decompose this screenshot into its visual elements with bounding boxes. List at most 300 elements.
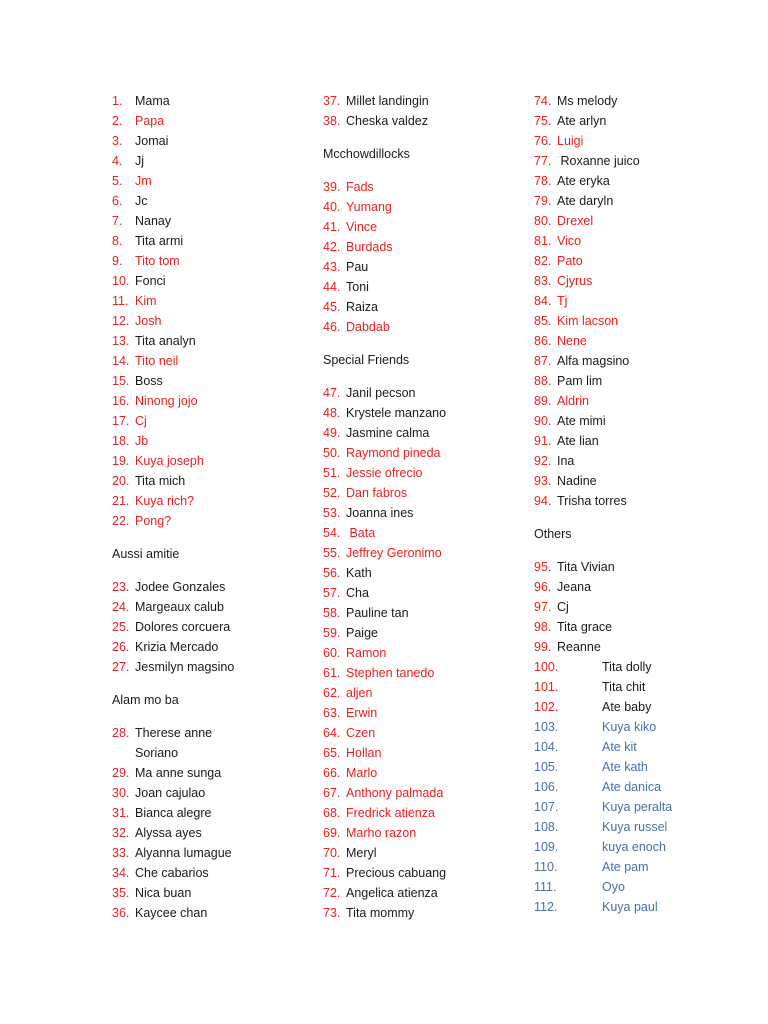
list-item-number: 61.: [323, 666, 341, 680]
list-item-number: 35.: [112, 886, 130, 900]
list-item-name: Ninong jojo: [135, 394, 198, 408]
list-item-name: Kuya kiko: [602, 720, 657, 734]
list-item-number: 103.: [534, 720, 559, 734]
list-item-number: 97.: [534, 600, 552, 614]
list-item: [534, 797, 754, 817]
list-item-name: Paige: [346, 626, 378, 640]
list-item-name: Ate baby: [602, 700, 652, 714]
list-item-name: Ate kit: [602, 740, 637, 754]
list-item: [323, 277, 528, 297]
list-item-name: Cjyrus: [557, 274, 593, 288]
list-item-number: 111.: [534, 880, 557, 894]
list-item: [534, 677, 754, 697]
list-item: [112, 91, 312, 111]
list-item-number: 87.: [534, 354, 552, 368]
list-item: [323, 603, 528, 623]
list-item-number: 95.: [534, 560, 552, 574]
list-item: [323, 237, 528, 257]
list-item-name: Janil pecson: [346, 386, 416, 400]
list-item: [323, 483, 528, 503]
list-item-number: 67.: [323, 786, 341, 800]
list-item-number: 50.: [323, 446, 341, 460]
list-item-name: Pau: [346, 260, 369, 274]
list-item-name: Oyo: [602, 880, 625, 894]
list-item-number: 76.: [534, 134, 552, 148]
list-item-name: Nadine: [557, 474, 597, 488]
list-item-number: 62.: [323, 686, 341, 700]
list-item: [534, 817, 754, 837]
list-item-number: 60.: [323, 646, 341, 660]
list-item-name: Ina: [557, 454, 575, 468]
list-item: [112, 351, 312, 371]
list-item-name: Fredrick atienza: [346, 806, 435, 820]
list-item: [534, 271, 754, 291]
list-item-name: Stephen tanedo: [346, 666, 435, 680]
list-item: [534, 857, 754, 877]
list-item-number: 101.: [534, 680, 559, 694]
list-item-name: Mama: [135, 94, 170, 108]
list-item-number: 18.: [112, 434, 130, 448]
list-item-number: 57.: [323, 586, 341, 600]
list-item-number: 5.: [112, 174, 123, 188]
list-item: [323, 297, 528, 317]
list-item-name: Jb: [135, 434, 149, 448]
list-item-name: Tito tom: [135, 254, 180, 268]
list-item: [534, 371, 754, 391]
list-item: [112, 723, 312, 743]
list-item: [323, 903, 528, 923]
list-item: [323, 177, 528, 197]
list-item-name: Erwin: [346, 706, 378, 720]
list-item-number: 2.: [112, 114, 123, 128]
list-item-name: Che cabarios: [135, 866, 209, 880]
list-item-number: 65.: [323, 746, 341, 760]
list-item: [323, 111, 528, 131]
list-item: [534, 331, 754, 351]
list-item-number: 9.: [112, 254, 123, 268]
list-item-name: Angelica atienza: [346, 886, 438, 900]
list-item: [323, 503, 528, 523]
list-item-name: Jasmine calma: [346, 426, 430, 440]
list-item-name: Dan fabros: [346, 486, 408, 500]
list-item-number: 106.: [534, 780, 559, 794]
list-item-number: 12.: [112, 314, 130, 328]
list-item: [534, 617, 754, 637]
list-item-number: 20.: [112, 474, 130, 488]
list-item: [534, 151, 754, 171]
list-item-number: 42.: [323, 240, 341, 254]
list-item-name: Jeffrey Geronimo: [346, 546, 442, 560]
list-item-name: Therese anne: [135, 726, 213, 740]
list-item: [112, 151, 312, 171]
list-item-name: Ate pam: [602, 860, 649, 874]
list-item-name: Kuya peralta: [602, 800, 673, 814]
list-item: [112, 783, 312, 803]
list-item-name: Tita dolly: [602, 660, 652, 674]
list-item-name: Vico: [557, 234, 582, 248]
list-item-number: 58.: [323, 606, 341, 620]
list-item-name: Czen: [346, 726, 376, 740]
list-item-number: 82.: [534, 254, 552, 268]
list-item: [112, 411, 312, 431]
list-item: [112, 211, 312, 231]
list-item-name: Boss: [135, 374, 163, 388]
list-item: [534, 451, 754, 471]
list-item-number: 45.: [323, 300, 341, 314]
list-item-number: 85.: [534, 314, 552, 328]
list-item-number: 79.: [534, 194, 552, 208]
list-item-name: Kim lacson: [557, 314, 619, 328]
list-item-number: 36.: [112, 906, 130, 920]
list-item-number: 39.: [323, 180, 341, 194]
list-item: [323, 383, 528, 403]
list-item: [534, 657, 754, 677]
list-item-number: 53.: [323, 506, 341, 520]
list-item: [323, 257, 528, 277]
list-item: [323, 863, 528, 883]
list-item-name: Aldrin: [557, 394, 589, 408]
list-item-name: Cheska valdez: [346, 114, 428, 128]
list-item: [112, 371, 312, 391]
list-item-name: Alyssa ayes: [135, 826, 202, 840]
list-item-number: 89.: [534, 394, 552, 408]
list-item-number: 34.: [112, 866, 130, 880]
list-item: [112, 883, 312, 903]
list-item-name: Vince: [346, 220, 378, 234]
list-item: [112, 131, 312, 151]
list-item: [112, 471, 312, 491]
list-item-number: 80.: [534, 214, 552, 228]
list-item-number: 59.: [323, 626, 341, 640]
list-item: [534, 111, 754, 131]
list-item-name: Krystele manzano: [346, 406, 447, 420]
list-item-number: 81.: [534, 234, 552, 248]
list-item-name: Pong?: [135, 514, 172, 528]
list-item-name: Margeaux calub: [135, 600, 224, 614]
list-item: [112, 171, 312, 191]
list-item: [323, 91, 528, 111]
list-item-name: Dolores corcuera: [135, 620, 231, 634]
list-item: [323, 723, 528, 743]
list-item-name: Pam lim: [557, 374, 603, 388]
list-item-name: Raiza: [346, 300, 378, 314]
list-item-name: Tita Vivian: [557, 560, 615, 574]
list-item-name: Tita mommy: [346, 906, 415, 920]
list-item-name: Ms melody: [557, 94, 618, 108]
list-item-number: 24.: [112, 600, 130, 614]
list-item-number: 66.: [323, 766, 341, 780]
list-item-number: 43.: [323, 260, 341, 274]
list-item: [323, 403, 528, 423]
list-item: [534, 471, 754, 491]
list-item-number: 83.: [534, 274, 552, 288]
list-item: [323, 823, 528, 843]
list-item-number: 8.: [112, 234, 123, 248]
list-item: [323, 423, 528, 443]
list-item-number: 27.: [112, 660, 130, 674]
list-item: [112, 577, 312, 597]
list-item-name: Josh: [135, 314, 162, 328]
list-item-name: Tito neil: [135, 354, 179, 368]
list-item-number: 108.: [534, 820, 559, 834]
list-item: [534, 391, 754, 411]
list-item: [534, 557, 754, 577]
list-item-name: Bianca alegre: [135, 806, 212, 820]
list-item-number: 25.: [112, 620, 130, 634]
list-item-number: 21.: [112, 494, 130, 508]
list-item-name: Tj: [557, 294, 568, 308]
list-item-name: Papa: [135, 114, 165, 128]
list-item: [534, 717, 754, 737]
list-item-name: Ramon: [346, 646, 387, 660]
list-item-name: Kuya russel: [602, 820, 668, 834]
list-item: [534, 837, 754, 857]
list-item-name: Tita analyn: [135, 334, 196, 348]
list-item-number: 64.: [323, 726, 341, 740]
list-item-number: 47.: [323, 386, 341, 400]
list-item-number: 16.: [112, 394, 130, 408]
list-item-name: Alyanna lumague: [135, 846, 232, 860]
list-item-name: Jomai: [135, 134, 169, 148]
list-item: [534, 311, 754, 331]
list-item-number: 23.: [112, 580, 130, 594]
list-item: [112, 843, 312, 863]
list-item: [112, 291, 312, 311]
list-item: [323, 543, 528, 563]
list-item-name: Millet landingin: [346, 94, 429, 108]
list-item-name: Kaycee chan: [135, 906, 208, 920]
list-item-name: Jj: [135, 154, 145, 168]
list-item-number: 41.: [323, 220, 341, 234]
list-item-name: Fads: [346, 180, 374, 194]
list-item-number: 72.: [323, 886, 341, 900]
list-item: [534, 191, 754, 211]
list-item-number: 90.: [534, 414, 552, 428]
list-item-name: Ate mimi: [557, 414, 606, 428]
list-item-number: 110.: [534, 860, 558, 874]
list-item: [112, 743, 312, 763]
list-item-number: 52.: [323, 486, 341, 500]
list-item: [323, 783, 528, 803]
list-item: [534, 737, 754, 757]
list-item-number: 54.: [323, 526, 341, 540]
list-item-name: Yumang: [346, 200, 392, 214]
list-item: [112, 637, 312, 657]
list-item: [534, 231, 754, 251]
list-item-name: Reanne: [557, 640, 601, 654]
list-item-number: 88.: [534, 374, 552, 388]
list-item-number: 112.: [534, 900, 558, 914]
list-item-number: 94.: [534, 494, 552, 508]
list-item: [112, 491, 312, 511]
list-item-name: Anthony palmada: [346, 786, 444, 800]
list-item-number: 56.: [323, 566, 341, 580]
list-item-number: 38.: [323, 114, 341, 128]
list-item: [112, 331, 312, 351]
list-item-number: 107.: [534, 800, 559, 814]
list-item-name: Luigi: [557, 134, 584, 148]
list-item-name: Ma anne sunga: [135, 766, 222, 780]
list-item: [112, 763, 312, 783]
list-item: [323, 763, 528, 783]
list-item: [112, 231, 312, 251]
list-item-number: 49.: [323, 426, 341, 440]
list-item: [112, 657, 312, 677]
section-heading: Mcchowdillocks: [323, 147, 410, 161]
list-item-name: Jessie ofrecio: [346, 466, 423, 480]
list-item: [534, 291, 754, 311]
list-item: [323, 623, 528, 643]
list-item: [534, 597, 754, 617]
list-item-name: Meryl: [346, 846, 377, 860]
list-item-name: Tita mich: [135, 474, 186, 488]
list-item-name: Pauline tan: [346, 606, 409, 620]
list-item: [323, 583, 528, 603]
list-item-name: Tita grace: [557, 620, 613, 634]
list-item-number: 93.: [534, 474, 552, 488]
list-item-name: Ate danica: [602, 780, 662, 794]
list-item-number: 77.: [534, 154, 552, 168]
list-item: [534, 431, 754, 451]
list-item-number: 70.: [323, 846, 341, 860]
list-item-number: 33.: [112, 846, 130, 860]
list-item-name: Fonci: [135, 274, 166, 288]
list-item-name: Raymond pineda: [346, 446, 441, 460]
list-column-3: [534, 91, 754, 917]
list-item-name: Kuya paul: [602, 900, 658, 914]
list-item-name: Nica buan: [135, 886, 192, 900]
list-item: [323, 803, 528, 823]
list-item: [323, 843, 528, 863]
list-item: [534, 251, 754, 271]
list-item-name: Hollan: [346, 746, 382, 760]
list-item-name: Soriano: [135, 746, 179, 760]
list-item: [534, 637, 754, 657]
list-item: [112, 903, 312, 923]
list-item: [534, 757, 754, 777]
list-item-name: Jm: [135, 174, 152, 188]
list-item-number: 71.: [323, 866, 341, 880]
list-item: [323, 683, 528, 703]
list-item-name: aljen: [346, 686, 373, 700]
list-item-name: Jc: [135, 194, 148, 208]
list-item-number: 105.: [534, 760, 559, 774]
section-heading: Alam mo ba: [112, 693, 179, 707]
list-item-name: Trisha torres: [557, 494, 627, 508]
list-item-name: Precious cabuang: [346, 866, 447, 880]
list-item: [112, 617, 312, 637]
list-item-name: Kuya joseph: [135, 454, 204, 468]
list-item-number: 78.: [534, 174, 552, 188]
list-item: [534, 577, 754, 597]
list-item-number: 69.: [323, 826, 341, 840]
list-item-name: Ate kath: [602, 760, 648, 774]
list-item-name: Jodee Gonzales: [135, 580, 226, 594]
list-item-name: Marho razon: [346, 826, 417, 840]
list-item: [323, 663, 528, 683]
list-item-number: 11.: [112, 294, 129, 308]
list-item: [534, 211, 754, 231]
list-item-number: 51.: [323, 466, 341, 480]
list-item-number: 73.: [323, 906, 341, 920]
list-item: [323, 743, 528, 763]
list-column-2: [323, 91, 528, 923]
list-item: [112, 803, 312, 823]
list-item-name: Ate daryln: [557, 194, 614, 208]
list-item: [323, 643, 528, 663]
list-item: [323, 883, 528, 903]
list-item: [112, 251, 312, 271]
list-item-number: 4.: [112, 154, 123, 168]
list-item-number: 63.: [323, 706, 341, 720]
list-item: [534, 171, 754, 191]
list-item-name: Pato: [557, 254, 583, 268]
list-item-number: 46.: [323, 320, 341, 334]
list-item: [534, 877, 754, 897]
list-item-number: 29.: [112, 766, 130, 780]
list-item: [112, 431, 312, 451]
list-item-name: Tita armi: [135, 234, 184, 248]
list-item: [323, 703, 528, 723]
list-item: [534, 411, 754, 431]
list-item-name: Joanna ines: [346, 506, 414, 520]
list-item: [323, 217, 528, 237]
list-item-name: Krizia Mercado: [135, 640, 219, 654]
list-item: [112, 511, 312, 531]
list-item-number: 92.: [534, 454, 552, 468]
list-item: [323, 523, 528, 543]
list-item-name: Alfa magsino: [557, 354, 630, 368]
list-item-number: 14.: [112, 354, 130, 368]
list-item-number: 37.: [323, 94, 341, 108]
list-item-number: 22.: [112, 514, 130, 528]
list-item-number: 31.: [112, 806, 130, 820]
list-item-name: Ate arlyn: [557, 114, 607, 128]
list-item-number: 55.: [323, 546, 341, 560]
list-item: [323, 317, 528, 337]
list-item-number: 84.: [534, 294, 552, 308]
list-item-number: 6.: [112, 194, 123, 208]
list-item-name: Marlo: [346, 766, 378, 780]
list-item-name: Kim: [135, 294, 157, 308]
list-item-name: Drexel: [557, 214, 594, 228]
list-item-number: 109.: [534, 840, 559, 854]
list-item: [112, 191, 312, 211]
list-item-number: 99.: [534, 640, 552, 654]
list-item-number: 7.: [112, 214, 123, 228]
list-item: [534, 91, 754, 111]
section-heading: Aussi amitie: [112, 547, 180, 561]
list-column-1: [112, 91, 312, 923]
list-item-number: 13.: [112, 334, 130, 348]
list-item: [112, 451, 312, 471]
list-item-number: 75.: [534, 114, 552, 128]
list-item-name: Ate lian: [557, 434, 599, 448]
list-item-number: 3.: [112, 134, 123, 148]
list-item: [112, 597, 312, 617]
list-item-number: 91.: [534, 434, 552, 448]
list-item-number: 19.: [112, 454, 130, 468]
list-item-number: 48.: [323, 406, 341, 420]
list-item: [112, 391, 312, 411]
list-item: [112, 111, 312, 131]
list-item-number: 28.: [112, 726, 130, 740]
list-item-name: Roxanne juico: [557, 154, 640, 168]
list-item-name: Cha: [346, 586, 369, 600]
list-item-number: 96.: [534, 580, 552, 594]
list-item-number: 86.: [534, 334, 552, 348]
list-item-number: 104.: [534, 740, 559, 754]
